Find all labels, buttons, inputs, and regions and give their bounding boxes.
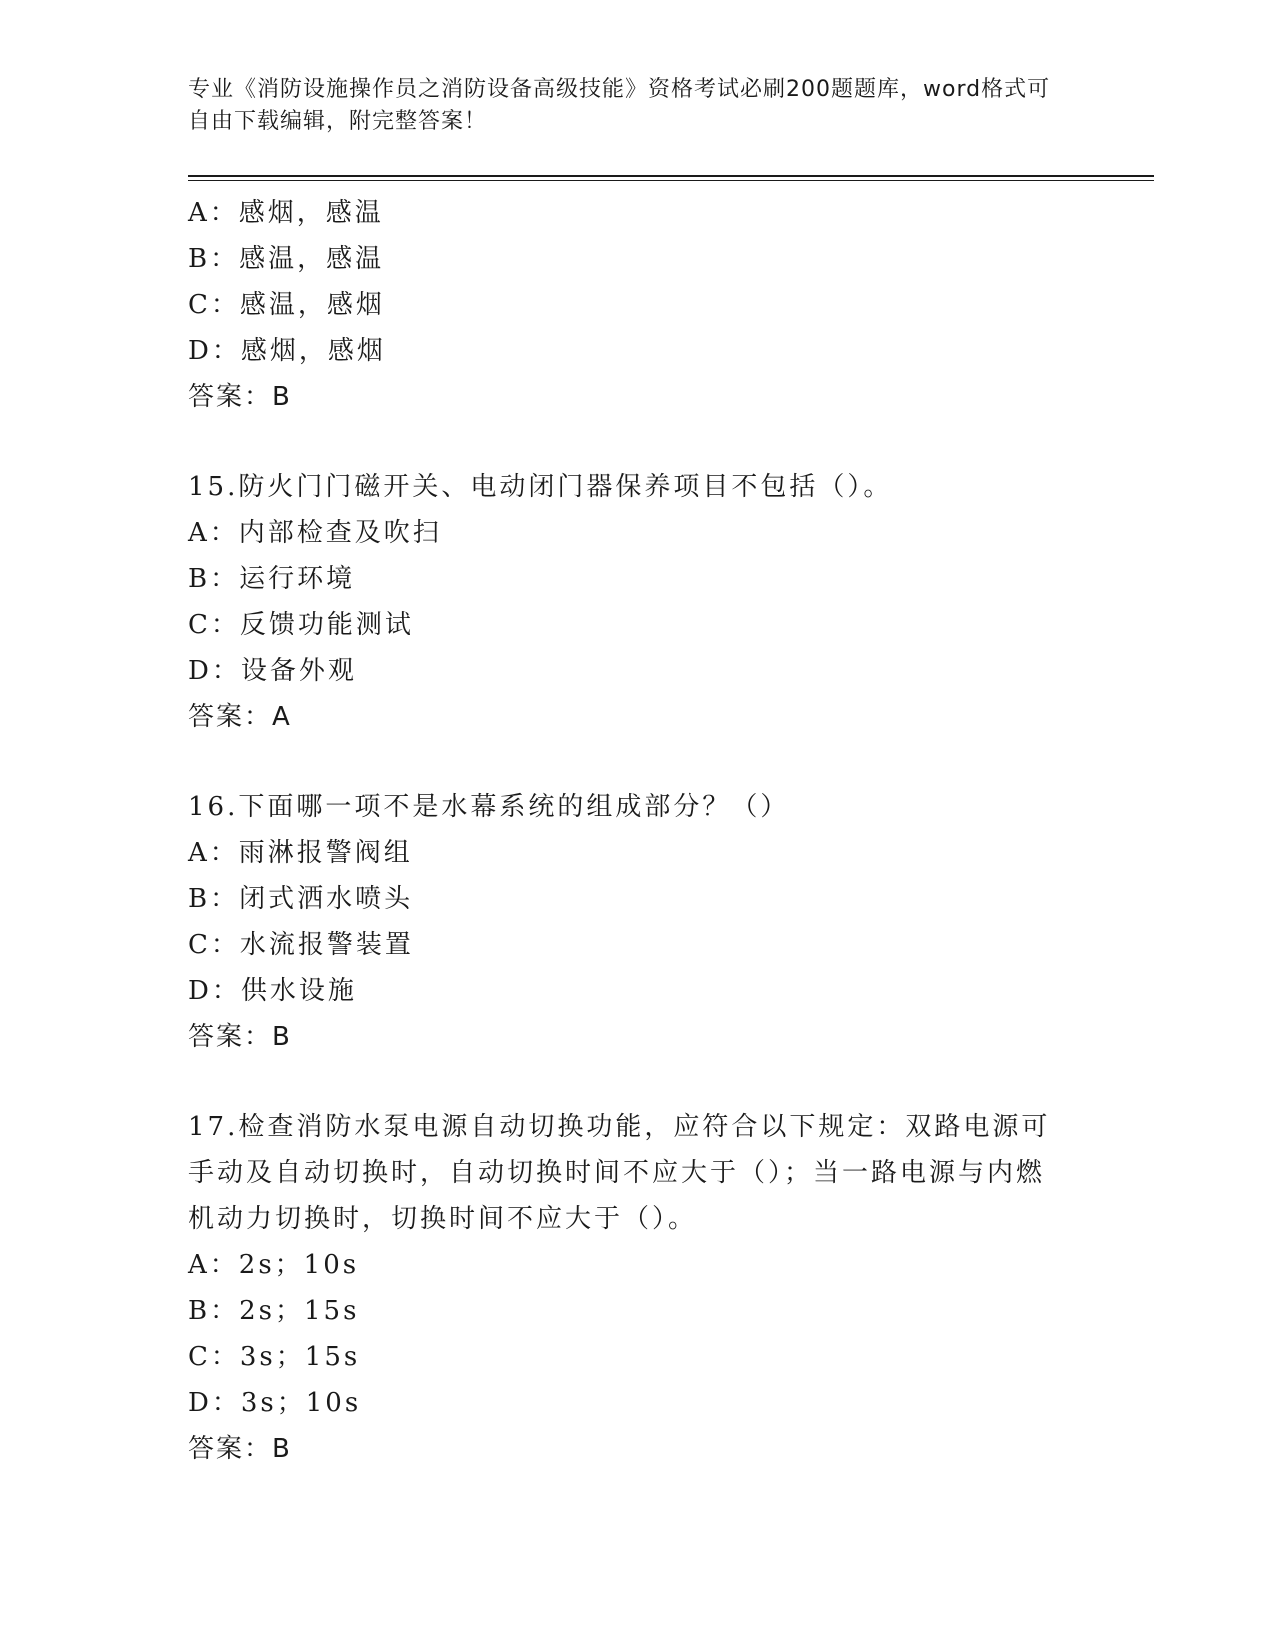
question-list: [188, 190, 1088, 1472]
option-d: D：设备外观: [188, 656, 357, 686]
option-d: D：感烟，感烟: [188, 336, 386, 366]
document-header: 专业《消防设施操作员之消防设备高级技能》资格考试必刷200题题库，word格式可自由下载编辑，附完整答案！: [188, 77, 1051, 134]
answer-line: 答案：B: [188, 1022, 292, 1052]
option-a: A：2s；10s: [188, 1250, 360, 1280]
question-17: [188, 1104, 1088, 1472]
option-c: C：感温，感烟: [188, 290, 385, 320]
header-divider-thick: [188, 175, 1154, 177]
option-c: C：反馈功能测试: [188, 610, 414, 640]
option-b: B：2s；15s: [188, 1296, 360, 1326]
option-d: D：3s；10s: [188, 1388, 362, 1418]
option-a: A：感烟，感温: [188, 198, 384, 228]
option-b: B：闭式洒水喷头: [188, 884, 414, 914]
question-15: [188, 464, 1088, 740]
option-c: C：3s；15s: [188, 1342, 361, 1372]
question-text: 15.防火门门磁开关、电动闭门器保养项目不包括（）。: [188, 472, 893, 502]
header-divider-thin: [188, 180, 1154, 181]
question-text: 17.检查消防水泵电源自动切换功能，应符合以下规定：双路电源可手动及自动切换时，自动切换时间不应大于（）；当一路电源与内燃机动力切换时，切换时间不应大于（）。: [188, 1112, 1051, 1234]
question-14-continued: [188, 190, 1088, 420]
option-b: B：运行环境: [188, 564, 356, 594]
answer-line: 答案：B: [188, 382, 292, 412]
option-d: D：供水设施: [188, 976, 357, 1006]
answer-line: 答案：B: [188, 1434, 292, 1464]
option-b: B：感温，感温: [188, 244, 385, 274]
option-a: A：雨淋报警阀组: [188, 838, 413, 868]
option-a: A：内部检查及吹扫: [188, 518, 442, 548]
option-c: C：水流报警装置: [188, 930, 414, 960]
question-16: [188, 784, 1088, 1060]
answer-line: 答案：A: [188, 702, 292, 732]
question-text: 16.下面哪一项不是水幕系统的组成部分？（）: [188, 792, 790, 822]
